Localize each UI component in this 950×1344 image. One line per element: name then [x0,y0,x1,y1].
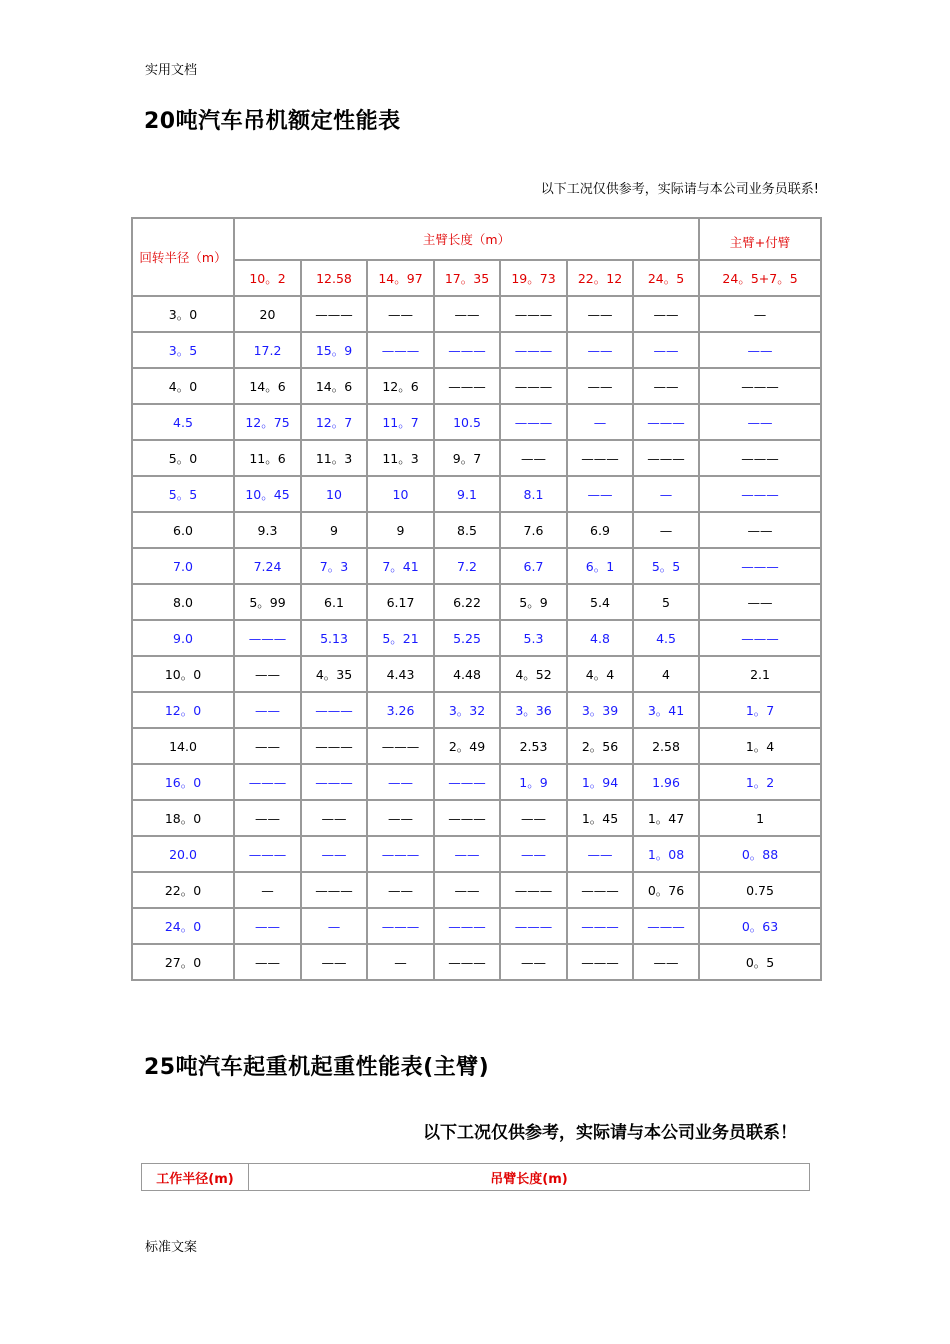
boom-jib-header: 主臂+付臂 [699,218,821,260]
boom-length-cell: 12.58 [301,260,367,296]
capacity-cell: ——— [500,908,567,944]
capacity-cell: —— [633,368,699,404]
capacity-cell: 10.5 [434,404,500,440]
table-row [132,476,821,512]
capacity-cell: ——— [633,440,699,476]
capacity-cell: 2.53 [500,728,567,764]
capacity-cell: ——— [699,620,821,656]
table-row [132,368,821,404]
capacity-cell: 1。7 [699,692,821,728]
capacity-cell: 0。76 [633,872,699,908]
radius-cell: 4.5 [132,404,234,440]
capacity-cell: —— [434,872,500,908]
work-radius-header: 工作半径(m) [142,1164,249,1191]
capacity-cell: 6。1 [567,548,633,584]
capacity-cell: ——— [434,332,500,368]
capacity-cell: ——— [434,800,500,836]
capacity-cell: ——— [367,836,434,872]
radius-cell: 22。0 [132,872,234,908]
radius-cell: 3。0 [132,296,234,332]
capacity-cell: 1。4 [699,728,821,764]
radius-cell: 5。0 [132,440,234,476]
boom-length-row [132,260,821,296]
capacity-cell: 4。4 [567,656,633,692]
table-row [132,728,821,764]
capacity-cell: 5。21 [367,620,434,656]
capacity-cell: ——— [234,836,301,872]
capacity-cell: 4 [633,656,699,692]
capacity-cell: ——— [301,692,367,728]
capacity-cell: —— [500,836,567,872]
table-row [132,512,821,548]
table-row [132,584,821,620]
capacity-cell: —— [234,656,301,692]
radius-header: 回转半径（m） [132,218,234,296]
capacity-cell: —— [234,908,301,944]
capacity-cell: 7。3 [301,548,367,584]
capacity-cell: 5。5 [633,548,699,584]
capacity-cell: 1。2 [699,764,821,800]
capacity-cell: 3。39 [567,692,633,728]
capacity-cell: 1。08 [633,836,699,872]
capacity-cell: 1.96 [633,764,699,800]
boom-length-cell: 19。73 [500,260,567,296]
capacity-cell: 7.24 [234,548,301,584]
capacity-cell: 6.22 [434,584,500,620]
capacity-cell: 2.1 [699,656,821,692]
capacity-cell: — [567,404,633,440]
capacity-cell: ——— [500,404,567,440]
capacity-cell: 0。5 [699,944,821,980]
capacity-cell: 9 [367,512,434,548]
capacity-cell: ——— [500,296,567,332]
capacity-cell: 14。6 [234,368,301,404]
capacity-cell: 6.1 [301,584,367,620]
capacity-cell: 5。9 [500,584,567,620]
boom-length-header-2: 吊臂长度(m) [249,1164,810,1191]
capacity-cell: 17.2 [234,332,301,368]
capacity-cell: ——— [633,404,699,440]
capacity-cell: 2。56 [567,728,633,764]
capacity-cell: —— [699,404,821,440]
table-row [132,296,821,332]
capacity-cell: ——— [434,908,500,944]
capacity-cell: —— [434,836,500,872]
capacity-cell: —— [567,836,633,872]
capacity-cell: 9.1 [434,476,500,512]
capacity-cell: ——— [500,332,567,368]
capacity-cell: ——— [301,764,367,800]
capacity-cell: 10 [367,476,434,512]
table-row [132,404,821,440]
reference-note: 以下工况仅供参考，实际请与本公司业务员联系! [540,182,819,197]
capacity-cell: —— [301,836,367,872]
table-row [132,836,821,872]
capacity-cell: — [699,296,821,332]
capacity-cell: — [633,476,699,512]
capacity-cell: ——— [500,368,567,404]
capacity-cell: 6.7 [500,548,567,584]
radius-cell: 10。0 [132,656,234,692]
boom-length-cell: 14。97 [367,260,434,296]
capacity-cell: 10 [301,476,367,512]
capacity-cell: —— [367,764,434,800]
capacity-cell: —— [567,368,633,404]
capacity-cell: —— [699,332,821,368]
capacity-cell: 5.3 [500,620,567,656]
capacity-cell: ——— [567,944,633,980]
capacity-cell: 2。49 [434,728,500,764]
boom-length-header: 主臂长度（m） [234,218,699,260]
radius-cell: 14.0 [132,728,234,764]
capacity-cell: ——— [434,944,500,980]
capacity-cell: 8.5 [434,512,500,548]
capacity-cell: 7.2 [434,548,500,584]
radius-cell: 8.0 [132,584,234,620]
capacity-cell: 6.9 [567,512,633,548]
page-header: 实用文档 [145,63,198,78]
capacity-cell: 1。47 [633,800,699,836]
capacity-cell: 7.6 [500,512,567,548]
capacity-cell: 9。7 [434,440,500,476]
capacity-cell: 12。6 [367,368,434,404]
capacity-cell: — [234,872,301,908]
capacity-cell: 4。35 [301,656,367,692]
capacity-cell: ——— [699,548,821,584]
capacity-cell: ——— [234,764,301,800]
table-row [132,908,821,944]
capacity-cell: —— [301,944,367,980]
table-row [132,656,821,692]
capacity-cell: ——— [367,908,434,944]
capacity-cell: 7。41 [367,548,434,584]
capacity-cell: —— [699,512,821,548]
capacity-cell: —— [234,944,301,980]
boom-length-cell: 10。2 [234,260,301,296]
capacity-cell: — [367,944,434,980]
page-footer: 标准文案 [145,1240,198,1255]
capacity-cell: ——— [434,368,500,404]
capacity-cell: ——— [633,908,699,944]
reference-note-2: 以下工况仅供参考，实际请与本公司业务员联系！ [423,1123,797,1143]
radius-cell: 4。0 [132,368,234,404]
table-row [132,620,821,656]
capacity-cell: 20 [234,296,301,332]
table-row [132,548,821,584]
capacity-cell: ——— [301,872,367,908]
capacity-cell: 15。9 [301,332,367,368]
capacity-cell: 4.5 [633,620,699,656]
table-title-20t: 20吨汽车吊机额定性能表 [144,109,401,134]
capacity-cell: 12。7 [301,404,367,440]
capacity-cell: —— [234,692,301,728]
capacity-cell: ——— [699,368,821,404]
capacity-cell: ——— [567,908,633,944]
radius-cell: 20.0 [132,836,234,872]
radius-cell: 5。5 [132,476,234,512]
capacity-cell: 2.58 [633,728,699,764]
crane-25t-performance-table [141,1163,810,1191]
boom-length-cell: 22。12 [567,260,633,296]
capacity-cell: 8.1 [500,476,567,512]
capacity-cell: ——— [434,764,500,800]
radius-cell: 6.0 [132,512,234,548]
capacity-cell: ——— [699,476,821,512]
radius-cell: 3。5 [132,332,234,368]
radius-cell: 27。0 [132,944,234,980]
capacity-cell: ——— [301,296,367,332]
boom-length-cell: 24。5 [633,260,699,296]
capacity-cell: —— [434,296,500,332]
capacity-cell: 0。63 [699,908,821,944]
capacity-cell: 4.8 [567,620,633,656]
capacity-cell: 3。32 [434,692,500,728]
boom-length-cell: 17。35 [434,260,500,296]
capacity-cell: 10。45 [234,476,301,512]
capacity-cell: —— [567,296,633,332]
capacity-cell: 3。41 [633,692,699,728]
capacity-cell: —— [367,872,434,908]
capacity-cell: 5 [633,584,699,620]
capacity-cell: 5.4 [567,584,633,620]
radius-cell: 24。0 [132,908,234,944]
capacity-cell: ——— [234,620,301,656]
capacity-cell: —— [367,800,434,836]
capacity-cell: 11。6 [234,440,301,476]
capacity-cell: ——— [567,440,633,476]
capacity-cell: —— [234,728,301,764]
capacity-cell: —— [567,476,633,512]
capacity-cell: ——— [301,728,367,764]
table-row [132,764,821,800]
capacity-cell: 1。45 [567,800,633,836]
capacity-cell: 1 [699,800,821,836]
capacity-cell: 3。36 [500,692,567,728]
capacity-cell: —— [699,584,821,620]
radius-cell: 9.0 [132,620,234,656]
capacity-cell: ——— [367,332,434,368]
capacity-cell: 1。9 [500,764,567,800]
capacity-cell: —— [500,800,567,836]
capacity-cell: 9 [301,512,367,548]
capacity-cell: 4。52 [500,656,567,692]
radius-cell: 16。0 [132,764,234,800]
capacity-cell: —— [567,332,633,368]
capacity-cell: 0.75 [699,872,821,908]
capacity-cell: 14。6 [301,368,367,404]
table-row [132,800,821,836]
radius-cell: 18。0 [132,800,234,836]
radius-cell: 7.0 [132,548,234,584]
capacity-cell: 9.3 [234,512,301,548]
table-title-25t: 25吨汽车起重机起重性能表(主臂) [144,1055,490,1080]
table-row [132,440,821,476]
capacity-cell: 6.17 [367,584,434,620]
capacity-cell: ——— [567,872,633,908]
capacity-cell: ——— [500,872,567,908]
table-row [132,944,821,980]
capacity-cell: 11。3 [367,440,434,476]
capacity-cell: 3.26 [367,692,434,728]
capacity-cell: 5.25 [434,620,500,656]
capacity-cell: 4.43 [367,656,434,692]
capacity-cell: —— [500,440,567,476]
capacity-cell: —— [500,944,567,980]
capacity-cell: 12。75 [234,404,301,440]
capacity-cell: ——— [699,440,821,476]
table-row [132,332,821,368]
table-row [132,872,821,908]
capacity-cell: —— [367,296,434,332]
capacity-cell: —— [633,296,699,332]
table-row [132,692,821,728]
capacity-cell: 11。3 [301,440,367,476]
capacity-cell: 5.13 [301,620,367,656]
capacity-cell: —— [633,332,699,368]
capacity-cell: —— [234,800,301,836]
capacity-cell: 5。99 [234,584,301,620]
capacity-cell: —— [301,800,367,836]
capacity-cell: — [633,512,699,548]
boom-length-cell: 24。5+7。5 [699,260,821,296]
capacity-cell: 1。94 [567,764,633,800]
capacity-cell: —— [633,944,699,980]
capacity-cell: ——— [367,728,434,764]
capacity-cell: — [301,908,367,944]
radius-cell: 12。0 [132,692,234,728]
capacity-cell: 4.48 [434,656,500,692]
crane-20t-performance-table [131,217,822,981]
capacity-cell: 0。88 [699,836,821,872]
capacity-cell: 11。7 [367,404,434,440]
